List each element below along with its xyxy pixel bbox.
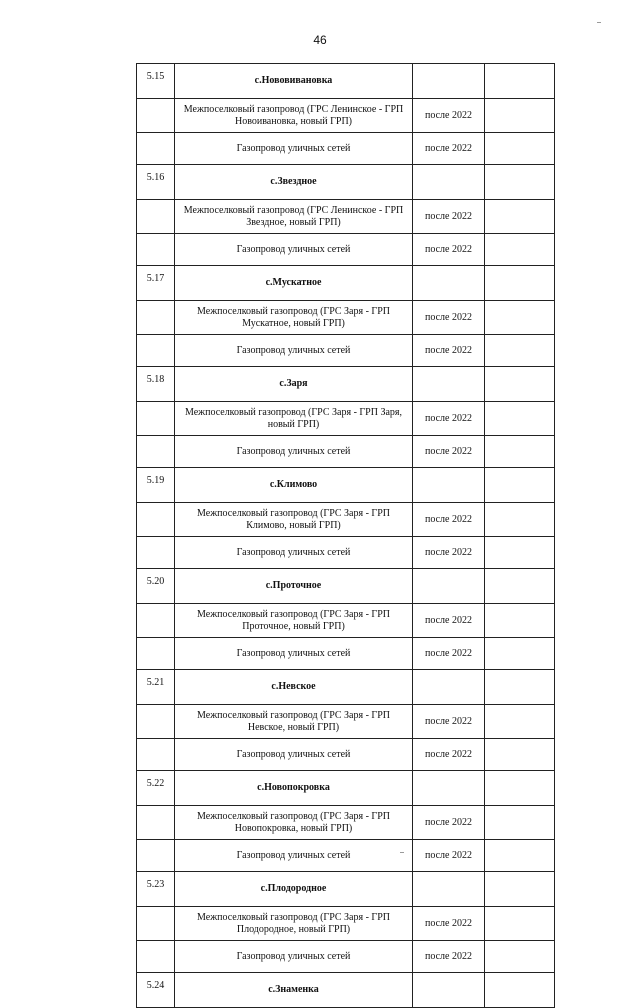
item-number-cell: 5.18 (137, 367, 175, 402)
empty-cell (485, 165, 555, 200)
empty-cell (485, 840, 555, 872)
empty-cell (485, 99, 555, 133)
item-number-cell (137, 503, 175, 537)
empty-cell (485, 941, 555, 973)
object-name-cell: Межпоселковый газопровод (ГРС Ленинское - ГРП Звездное, новый ГРП) (175, 200, 413, 234)
object-name-cell: Газопровод уличных сетей (175, 638, 413, 670)
term-cell (413, 64, 485, 99)
scan-mark (597, 22, 601, 23)
term-cell (413, 468, 485, 503)
item-number-cell (137, 806, 175, 840)
item-number-cell (137, 941, 175, 973)
term-cell: после 2022 (413, 99, 485, 133)
term-cell: после 2022 (413, 739, 485, 771)
item-number-cell (137, 638, 175, 670)
empty-cell (485, 670, 555, 705)
empty-cell (485, 402, 555, 436)
object-name-cell: Межпоселковый газопровод (ГРС Заря - ГРП Заря, новый ГРП) (175, 402, 413, 436)
term-cell: после 2022 (413, 200, 485, 234)
term-cell (413, 367, 485, 402)
empty-cell (485, 301, 555, 335)
empty-cell (485, 234, 555, 266)
item-number-cell: 5.21 (137, 670, 175, 705)
gas-pipeline-table (136, 63, 555, 1008)
object-name-cell: Межпоселковый газопровод (ГРС Заря - ГРП Проточное, новый ГРП) (175, 604, 413, 638)
item-number-cell: 5.20 (137, 569, 175, 604)
village-row (137, 569, 555, 604)
village-name-cell: с.Климово (175, 468, 413, 503)
term-cell: после 2022 (413, 402, 485, 436)
item-number-cell (137, 604, 175, 638)
page-number: 46 (313, 33, 327, 47)
object-name-cell: Газопровод уличных сетей (175, 436, 413, 468)
term-cell: после 2022 (413, 941, 485, 973)
empty-cell (485, 739, 555, 771)
village-name-cell: с.Невское (175, 670, 413, 705)
village-name-cell: с.Проточное (175, 569, 413, 604)
object-name-cell: Газопровод уличных сетей (175, 234, 413, 266)
term-cell (413, 670, 485, 705)
item-number-cell: 5.23 (137, 872, 175, 907)
object-name-cell: Газопровод уличных сетей (175, 133, 413, 165)
street-network-row (137, 739, 555, 771)
object-name-cell: Межпоселковый газопровод (ГРС Заря - ГРП Новопокровка, новый ГРП) (175, 806, 413, 840)
village-row (137, 266, 555, 301)
term-cell (413, 569, 485, 604)
pipeline-row (137, 604, 555, 638)
village-row (137, 872, 555, 907)
object-name-cell: Межпоселковый газопровод (ГРС Заря - ГРП Мускатное, новый ГРП) (175, 301, 413, 335)
village-name-cell: с.Новопокровка (175, 771, 413, 806)
item-number-cell (137, 133, 175, 165)
object-name-cell: Газопровод уличных сетей (175, 739, 413, 771)
item-number-cell: 5.22 (137, 771, 175, 806)
village-row (137, 771, 555, 806)
object-name-cell: Газопровод уличных сетей (175, 537, 413, 569)
term-cell: после 2022 (413, 907, 485, 941)
item-number-cell: 5.16 (137, 165, 175, 200)
pipeline-row (137, 907, 555, 941)
pipeline-row (137, 705, 555, 739)
term-cell: после 2022 (413, 840, 485, 872)
street-network-row (137, 840, 555, 872)
empty-cell (485, 436, 555, 468)
street-network-row (137, 234, 555, 266)
empty-cell (485, 335, 555, 367)
item-number-cell: 5.24 (137, 973, 175, 1008)
village-row (137, 165, 555, 200)
village-name-cell: с.Нововивановка (175, 64, 413, 99)
empty-cell (485, 468, 555, 503)
term-cell (413, 872, 485, 907)
item-number-cell (137, 739, 175, 771)
village-row (137, 468, 555, 503)
table-body (137, 64, 555, 1008)
term-cell: после 2022 (413, 301, 485, 335)
object-name-cell: Газопровод уличных сетей (175, 335, 413, 367)
item-number-cell (137, 436, 175, 468)
object-name-cell: Газопровод уличных сетей (175, 941, 413, 973)
empty-cell (485, 569, 555, 604)
item-number-cell (137, 335, 175, 367)
village-name-cell: с.Знаменка (175, 973, 413, 1008)
pipeline-row (137, 301, 555, 335)
empty-cell (485, 638, 555, 670)
village-name-cell: с.Плодородное (175, 872, 413, 907)
empty-cell (485, 907, 555, 941)
village-row (137, 670, 555, 705)
item-number-cell (137, 99, 175, 133)
term-cell: после 2022 (413, 503, 485, 537)
street-network-row (137, 133, 555, 165)
street-network-row (137, 941, 555, 973)
item-number-cell (137, 840, 175, 872)
village-row (137, 64, 555, 99)
object-name-cell: Межпоселковый газопровод (ГРС Заря - ГРП Плодородное, новый ГРП) (175, 907, 413, 941)
pipeline-row (137, 200, 555, 234)
item-number-cell (137, 200, 175, 234)
street-network-row (137, 638, 555, 670)
pipeline-row (137, 806, 555, 840)
object-name-cell: Межпоселковый газопровод (ГРС Заря - ГРП Невское, новый ГРП) (175, 705, 413, 739)
term-cell: после 2022 (413, 705, 485, 739)
empty-cell (485, 771, 555, 806)
item-number-cell (137, 301, 175, 335)
term-cell: после 2022 (413, 234, 485, 266)
pipeline-row (137, 402, 555, 436)
empty-cell (485, 64, 555, 99)
term-cell (413, 165, 485, 200)
village-name-cell: с.Заря (175, 367, 413, 402)
object-name-cell: Газопровод уличных сетей (175, 840, 413, 872)
term-cell (413, 266, 485, 301)
village-row (137, 973, 555, 1008)
term-cell: после 2022 (413, 436, 485, 468)
object-name-cell: Межпоселковый газопровод (ГРС Заря - ГРП Климово, новый ГРП) (175, 503, 413, 537)
empty-cell (485, 266, 555, 301)
item-number-cell (137, 402, 175, 436)
empty-cell (485, 503, 555, 537)
item-number-cell: 5.19 (137, 468, 175, 503)
object-name-cell: Межпоселковый газопровод (ГРС Ленинское - ГРП Новоивановка, новый ГРП) (175, 99, 413, 133)
term-cell (413, 973, 485, 1008)
term-cell: после 2022 (413, 604, 485, 638)
village-row (137, 367, 555, 402)
pipeline-row (137, 503, 555, 537)
term-cell: после 2022 (413, 537, 485, 569)
item-number-cell: 5.15 (137, 64, 175, 99)
pipeline-row (137, 99, 555, 133)
empty-cell (485, 705, 555, 739)
item-number-cell (137, 705, 175, 739)
street-network-row (137, 436, 555, 468)
term-cell: после 2022 (413, 806, 485, 840)
item-number-cell (137, 234, 175, 266)
empty-cell (485, 604, 555, 638)
empty-cell (485, 367, 555, 402)
empty-cell (485, 872, 555, 907)
village-name-cell: с.Мускатное (175, 266, 413, 301)
empty-cell (485, 133, 555, 165)
item-number-cell: 5.17 (137, 266, 175, 301)
item-number-cell (137, 537, 175, 569)
empty-cell (485, 200, 555, 234)
term-cell: после 2022 (413, 638, 485, 670)
item-number-cell (137, 907, 175, 941)
term-cell: после 2022 (413, 335, 485, 367)
street-network-row (137, 335, 555, 367)
empty-cell (485, 537, 555, 569)
village-name-cell: с.Звездное (175, 165, 413, 200)
empty-cell (485, 973, 555, 1008)
street-network-row (137, 537, 555, 569)
term-cell (413, 771, 485, 806)
empty-cell (485, 806, 555, 840)
term-cell: после 2022 (413, 133, 485, 165)
